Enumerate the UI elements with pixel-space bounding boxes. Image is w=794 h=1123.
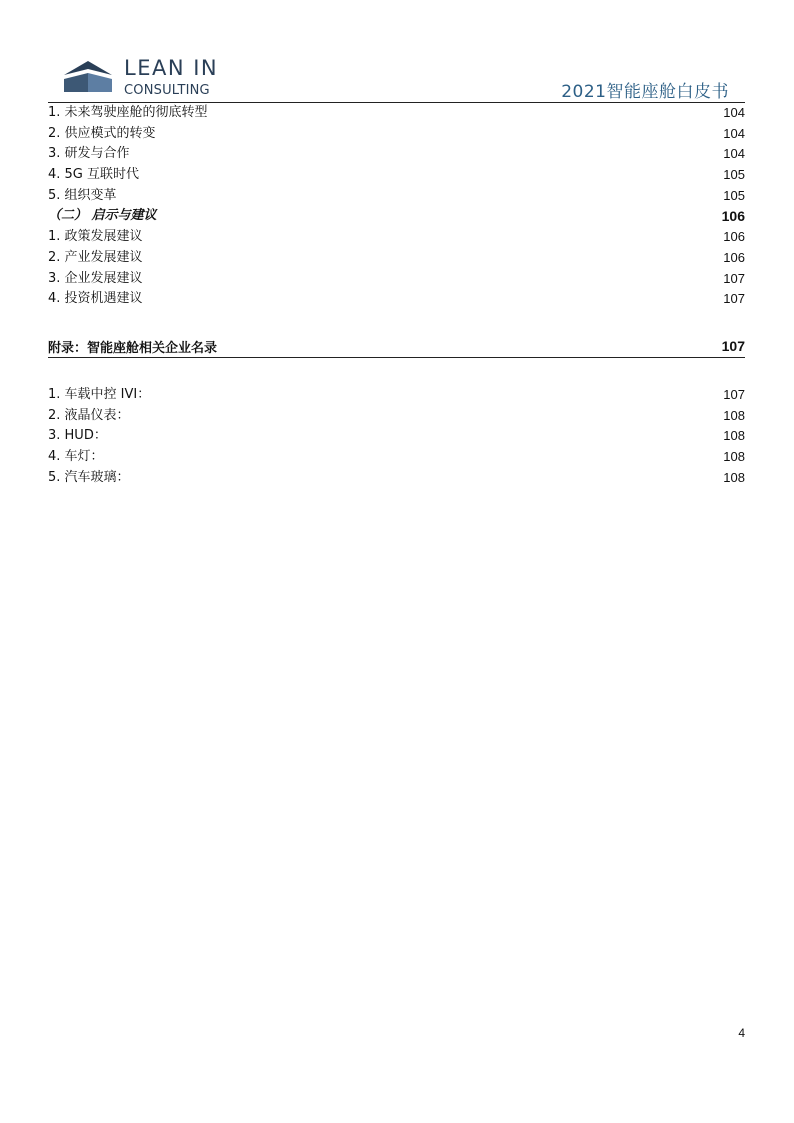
- toc-section-page: 106: [721, 208, 745, 225]
- toc-entry[interactable]: [48, 103, 745, 124]
- toc-entry-page: 108: [723, 448, 745, 464]
- toc-entry-label: 3. 企业发展建议: [48, 270, 143, 286]
- toc-appendix-heading[interactable]: [48, 336, 745, 358]
- toc-entry[interactable]: [48, 385, 745, 406]
- toc-entry-page: 107: [723, 386, 745, 402]
- toc-entry-page: 105: [723, 187, 745, 203]
- toc-entry-label: 1. 车载中控 IVI：: [48, 386, 151, 402]
- toc-appendix-page: 107: [721, 338, 745, 355]
- toc-entry-label: 1. 未来驾驶座舱的彻底转型: [48, 105, 208, 120]
- toc-entry[interactable]: [48, 269, 745, 290]
- toc-appendix-label: 附录：智能座舱相关企业名录: [48, 340, 218, 356]
- toc-entry-page: 106: [723, 229, 745, 245]
- toc-entry-label: 1. 政策发展建议: [48, 229, 143, 245]
- toc-entry-page: 107: [723, 270, 745, 286]
- toc-entry-page: 108: [723, 407, 745, 423]
- toc-entry-page: 104: [723, 146, 745, 162]
- toc-entry-label: 3. HUD：: [48, 428, 107, 444]
- toc-entry[interactable]: [48, 124, 745, 145]
- toc-entry-label: 2. 产业发展建议: [48, 249, 143, 265]
- toc-entry-page: 105: [723, 167, 745, 183]
- toc-entry-page: 104: [723, 105, 745, 120]
- page-header: [48, 52, 745, 102]
- toc-entry[interactable]: [48, 144, 745, 165]
- toc-entry[interactable]: [48, 248, 745, 269]
- toc-entry-label: 4. 投资机遇建议: [48, 291, 143, 307]
- toc-entry-label: 2. 供应模式的转变: [48, 125, 156, 141]
- toc-entry[interactable]: [48, 227, 745, 248]
- toc-entry-label: 4. 车灯：: [48, 448, 104, 464]
- toc-entry[interactable]: [48, 447, 745, 468]
- toc-entry-label: 5. 汽车玻璃：: [48, 469, 130, 485]
- toc-entry-page: 108: [723, 428, 745, 444]
- toc-entry-page: 107: [723, 291, 745, 307]
- document-title: 2021智能座舱白皮书: [561, 82, 729, 102]
- toc-entry[interactable]: [48, 289, 745, 310]
- toc-entry[interactable]: [48, 468, 745, 489]
- logo-mark-icon: [62, 58, 114, 94]
- page-number: 4: [738, 1026, 745, 1040]
- logo-line-2: CONSULTING: [124, 83, 210, 98]
- toc-entry-page: 104: [723, 125, 745, 141]
- toc-section-label: （二） 启示与建议: [48, 208, 157, 224]
- logo-line-1: LEAN IN: [124, 56, 219, 80]
- toc-entry[interactable]: [48, 186, 745, 207]
- toc-entry-label: 4. 5G 互联时代: [48, 167, 140, 183]
- toc-entry-label: 5. 组织变革: [48, 187, 117, 203]
- toc-entry-page: 106: [723, 249, 745, 265]
- toc-entry[interactable]: [48, 426, 745, 447]
- toc-entry-page: 108: [723, 469, 745, 485]
- toc-entry-label: 2. 液晶仪表：: [48, 407, 130, 423]
- toc-section-heading[interactable]: [48, 206, 745, 227]
- toc-entry[interactable]: [48, 406, 745, 427]
- table-of-contents: [48, 103, 745, 488]
- toc-entry[interactable]: [48, 165, 745, 186]
- toc-entry-label: 3. 研发与合作: [48, 146, 130, 162]
- company-logo: [62, 54, 232, 102]
